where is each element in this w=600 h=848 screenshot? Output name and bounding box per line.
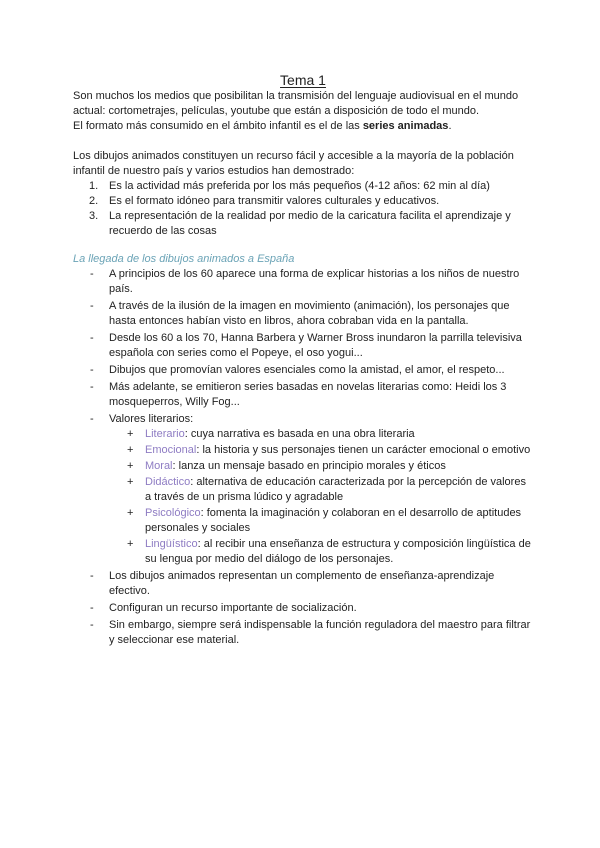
list-item <box>73 363 533 378</box>
list-item-text: Desde los 60 a los 70, Hanna Barbera y Warner Bross inundaron la parrilla televisiva española con series como el Popeye, el oso yogui... <box>109 332 522 359</box>
intro-paragraph <box>73 89 533 134</box>
value-text: : al recibir una enseñanza de estructura y composición lingüística de su lengua por medio del diálogo de los personajes. <box>145 538 531 565</box>
list-item-text: Más adelante, se emitieron series basadas en novelas literarias como: Heidi los 3 mosqueperros, Willy Fog... <box>109 381 507 408</box>
value-term: Emocional <box>145 444 197 456</box>
page-title: Tema 1 <box>280 72 326 88</box>
intro-line-2-suffix: . <box>448 120 452 132</box>
value-term: Lingüístico <box>145 538 198 550</box>
studies-paragraph: Los dibujos animados constituyen un recurso fácil y accesible a la mayoría de la población infantil de nuestro país y varios estudios han demostrado: <box>73 150 514 177</box>
list-item-text: Los dibujos animados representan un complemento de enseñanza-aprendizaje efectivo. <box>109 570 495 597</box>
list-item-text: Valores literarios: <box>109 413 194 425</box>
plus-marker: + <box>127 428 134 440</box>
value-text: : fomenta la imaginación y colaboran en el desarrollo de aptitudes personales y sociales <box>145 507 522 534</box>
values-list <box>109 427 533 567</box>
plus-marker: + <box>127 476 134 488</box>
plus-marker: + <box>127 460 134 472</box>
plus-marker: + <box>127 507 134 519</box>
value-text: : cuya narrativa es basada en una obra literaria <box>184 428 415 440</box>
list-item <box>73 380 533 410</box>
value-term: Psicológico <box>145 507 201 519</box>
list-item-text: Configuran un recurso importante de socialización. <box>109 602 357 614</box>
list-number: 1. <box>89 180 99 192</box>
list-item <box>73 601 533 616</box>
list-item <box>73 299 533 329</box>
dash-marker: - <box>90 413 94 425</box>
value-item <box>109 459 533 474</box>
value-item <box>109 443 533 458</box>
list-item <box>73 194 533 209</box>
value-text: : la historia y sus personajes tienen un carácter emocional o emotivo <box>196 444 531 456</box>
list-number: 3. <box>89 210 99 222</box>
value-text: : alternativa de educación caracterizada por la percepción de valores a través de un prisma lúdico y agradable <box>145 476 526 503</box>
intro-line-2-prefix: El formato más consumido en el ámbito infantil es el de las <box>73 120 363 132</box>
list-number: 2. <box>89 195 99 207</box>
value-item <box>109 427 533 442</box>
dash-marker: - <box>90 300 94 312</box>
value-item <box>109 506 533 536</box>
list-item-text: Dibujos que promovían valores esenciales como la amistad, el amor, el respeto... <box>109 364 505 376</box>
list-item <box>73 179 533 194</box>
intro-line-2-bold: series animadas <box>362 120 449 132</box>
value-term: Literario <box>145 428 185 440</box>
dash-marker: - <box>90 381 94 393</box>
list-item-text: Sin embargo, siempre será indispensable la función reguladora del maestro para filtrar y seleccionar ese material. <box>109 619 531 646</box>
list-item-text: La representación de la realidad por medio de la caricatura facilita el aprendizaje y recuerdo de las cosas <box>109 210 511 237</box>
plus-marker: + <box>127 444 134 456</box>
list-item-text: A través de la ilusión de la imagen en movimiento (animación), los personajes que hasta entonces habían visto en libros, ahora cobraban vida en la pantalla. <box>109 300 510 327</box>
dash-marker: - <box>90 619 94 631</box>
list-item-text: A principios de los 60 aparece una forma de explicar historias a los niños de nuestro país. <box>109 268 520 295</box>
list-item <box>73 569 533 599</box>
value-item <box>109 475 533 505</box>
dash-marker: - <box>90 570 94 582</box>
dash-marker: - <box>90 268 94 280</box>
value-term: Didáctico <box>145 476 191 488</box>
history-list <box>73 267 533 648</box>
value-item <box>109 537 533 567</box>
dash-marker: - <box>90 332 94 344</box>
intro-line-1: Son muchos los medios que posibilitan la transmisión del lenguaje audiovisual en el mundo actual: cortometrajes, películas, youtube que están a disposición de todo el mundo. <box>73 90 519 117</box>
value-term: Moral <box>145 460 173 472</box>
list-item <box>73 209 533 239</box>
list-item-values <box>73 412 533 567</box>
value-text: : lanza un mensaje basado en principio morales y éticos <box>172 460 446 472</box>
list-item <box>73 618 533 648</box>
dash-marker: - <box>90 364 94 376</box>
list-item-text: Es el formato idóneo para transmitir valores culturales y educativos. <box>109 195 440 207</box>
dash-marker: - <box>90 602 94 614</box>
list-item <box>73 331 533 361</box>
plus-marker: + <box>127 538 134 550</box>
list-item <box>73 267 533 297</box>
section-heading: La llegada de los dibujos animados a España <box>73 253 295 265</box>
list-item-text: Es la actividad más preferida por los más pequeños (4-12 años: 62 min al día) <box>109 180 490 192</box>
document-page <box>73 72 533 650</box>
spacer <box>73 134 533 149</box>
studies-list <box>73 179 533 239</box>
